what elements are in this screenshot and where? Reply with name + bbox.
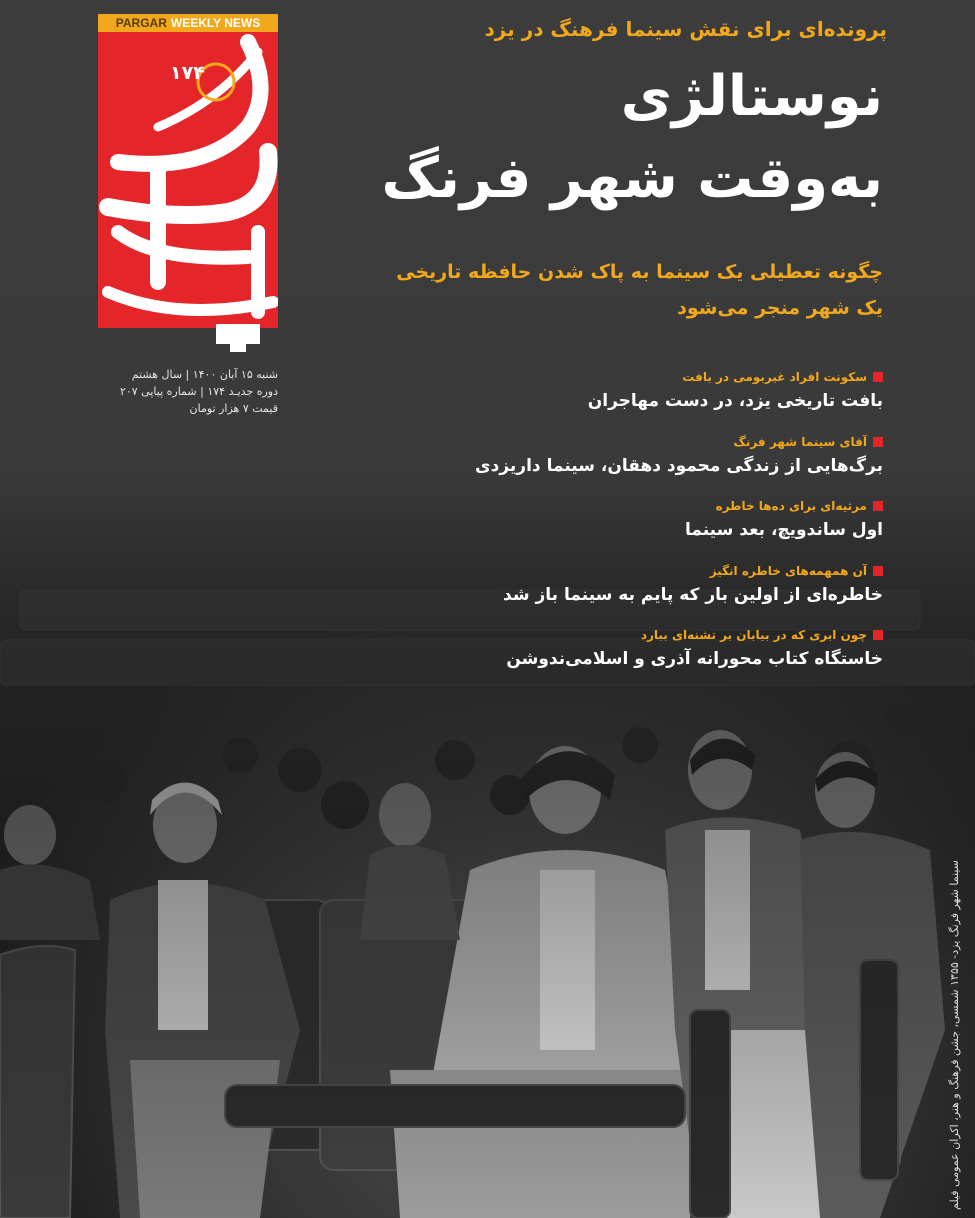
brand-latin: PARGAR xyxy=(115,16,167,30)
story-item[interactable] xyxy=(343,562,883,627)
story-headline: خاطره‌ای از اولین بار که پایم به سینما باز شد xyxy=(503,584,883,605)
story-item[interactable] xyxy=(343,626,883,691)
masthead-logo xyxy=(98,14,278,344)
story-headline: اول ساندویچ، بعد سینما xyxy=(684,520,883,540)
story-headline: بافت تاریخی یزد، در دست مهاجران xyxy=(587,391,883,411)
issue-number: ۱۷۴ xyxy=(170,62,205,84)
photo-caption: سینما شهر فرنگ یزد- ۱۳۵۵ شمسی، جشن فرهنگ و هنر، اکران عمومی فیلم xyxy=(948,860,961,1210)
bullet-square-icon xyxy=(873,372,883,382)
cover-kicker: پرونده‌ای برای نقش سینما فرهنگ در یزد xyxy=(484,17,887,41)
cover-subtitle xyxy=(396,254,883,326)
story-item[interactable] xyxy=(343,433,883,498)
logo-band xyxy=(98,14,278,32)
story-label: آن همهمه‌های خاطره انگیز xyxy=(709,563,867,578)
story-label: آقای سینما شهر فرنگ xyxy=(733,434,867,449)
band-text: WEEKLY NEWS xyxy=(170,16,261,30)
cover-subtitle-line-1: چگونه تعطیلی یک سینما به پاک شدن حافظه تاریخی xyxy=(396,261,883,283)
issue-date-line: شنبه ۱۵ آبان ۱۴۰۰ | سال هشتم xyxy=(131,368,278,381)
story-headline: برگ‌هایی از زندگی محمود دهقان، سینما داریزدی xyxy=(475,455,883,476)
story-item[interactable] xyxy=(343,497,883,562)
bullet-square-icon xyxy=(873,501,883,511)
bullet-square-icon xyxy=(873,630,883,640)
issue-price-line: قیمت ۷ هزار تومان xyxy=(189,402,278,415)
story-list xyxy=(343,368,883,691)
story-label: مرثیه‌ای برای ده‌ها خاطره xyxy=(715,499,867,513)
cover-title-line-2: به‌وقت شهر فرنگ xyxy=(381,146,883,211)
cover-title xyxy=(382,56,883,220)
cover-title-line-1: نوستالژی xyxy=(620,64,883,129)
cover-subtitle-line-2: یک شهر منجر می‌شود xyxy=(677,297,883,319)
logo-red-block xyxy=(98,32,278,328)
story-headline: خاستگاه کتاب محورانه آذری و اسلامی‌ندوشن xyxy=(506,649,883,669)
logo-foot-icon xyxy=(210,324,266,352)
story-label: سکونت افراد غیربومی در بافت xyxy=(682,370,867,384)
story-label: چون ابری که در بیابان بر تشنه‌ای ببارد xyxy=(640,628,867,642)
issue-meta xyxy=(120,366,278,417)
story-item[interactable] xyxy=(343,368,883,433)
bullet-square-icon xyxy=(873,437,883,447)
bullet-square-icon xyxy=(873,566,883,576)
issue-number-line: دوره جدیـد ۱۷۴ | شماره پیاپی ۲۰۷ xyxy=(119,385,278,398)
